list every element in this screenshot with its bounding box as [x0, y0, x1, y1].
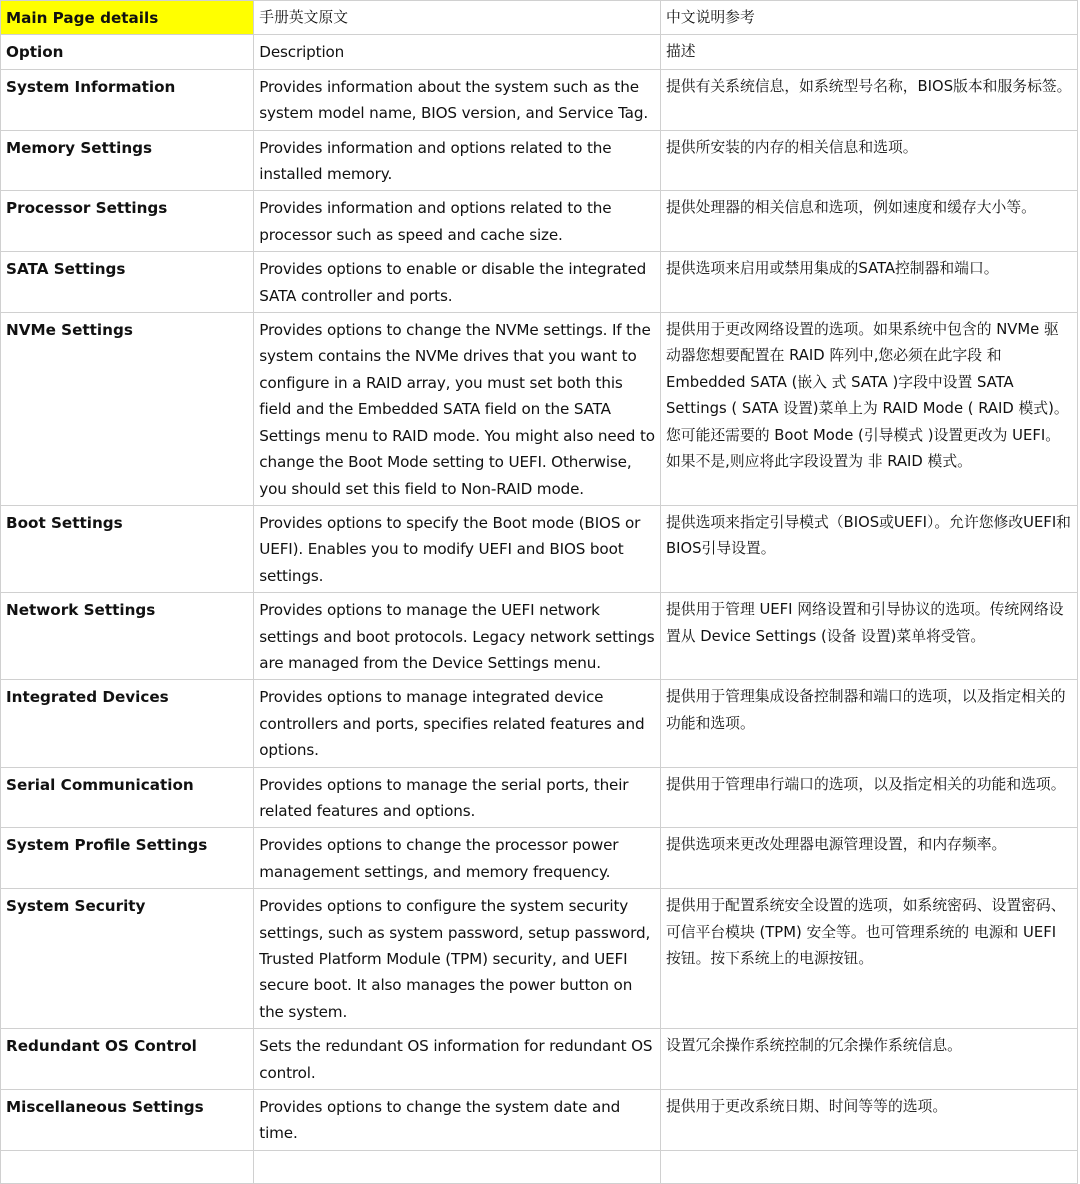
chinese-cell: 设置冗余操作系统控制的冗余操作系统信息。 [660, 1029, 1077, 1090]
description-cell: Provides options to change the NVMe settings. If the system contains the NVMe drives that you want to configure in a RAID array, you must set both this field and the Embedded SATA field on the SATA Settings menu to RAID mode. You might also need to change the Boot Mode setting to UEFI. Otherwise, you should set this field to Non-RAID mode. [254, 313, 661, 506]
chinese-cell: 提供处理器的相关信息和选项，例如速度和缓存大小等。 [660, 191, 1077, 252]
option-cell: Miscellaneous Settings [1, 1090, 254, 1151]
description-cell: Provides options to enable or disable the integrated SATA controller and ports. [254, 252, 661, 313]
empty-cell [1, 1150, 254, 1183]
option-cell: Memory Settings [1, 130, 254, 191]
description-cell: Provides options to manage the UEFI network settings and boot protocols. Legacy network settings are managed from the Device Settings menu. [254, 593, 661, 680]
option-cell: System Profile Settings [1, 828, 254, 889]
description-cell: Provides information and options related to the installed memory. [254, 130, 661, 191]
chinese-cell: 提供用于更改系统日期、时间等等的选项。 [660, 1090, 1077, 1151]
option-cell: System Information [1, 69, 254, 130]
description-cell: Description [254, 35, 661, 69]
chinese-cell: 提供用于配置系统安全设置的选项，如系统密码、设置密码、可信平台模块 (TPM) 安全等。也可管理系统的 电源和 UEFI 按钮。按下系统上的电源按钮。 [660, 889, 1077, 1029]
header-english-cell: 手册英文原文 [254, 1, 661, 35]
option-cell: Integrated Devices [1, 680, 254, 767]
header-option-cell: Main Page details [1, 1, 254, 35]
table-row [1, 680, 1078, 767]
option-cell: Processor Settings [1, 191, 254, 252]
option-cell: Serial Communication [1, 767, 254, 828]
chinese-cell: 提供选项来指定引导模式（BIOS或UEFI）。允许您修改UEFI和BIOS引导设置。 [660, 505, 1077, 592]
header-chinese-cell: 中文说明参考 [660, 1, 1077, 35]
table-row [1, 1029, 1078, 1090]
chinese-cell: 提供选项来更改处理器电源管理设置，和内存频率。 [660, 828, 1077, 889]
description-cell: Provides options to change the processor power management settings, and memory frequency. [254, 828, 661, 889]
header-row [1, 1, 1078, 35]
description-cell: Provides options to manage integrated device controllers and ports, specifies related features and options. [254, 680, 661, 767]
table-row [1, 505, 1078, 592]
table-row [1, 130, 1078, 191]
empty-cell [254, 1150, 661, 1183]
empty-row [1, 1150, 1078, 1183]
option-cell: NVMe Settings [1, 313, 254, 506]
table-row [1, 252, 1078, 313]
description-cell: Provides options to change the system date and time. [254, 1090, 661, 1151]
table-row [1, 593, 1078, 680]
description-cell: Provides options to manage the serial ports, their related features and options. [254, 767, 661, 828]
description-cell: Provides options to specify the Boot mode (BIOS or UEFI). Enables you to modify UEFI and BIOS boot settings. [254, 505, 661, 592]
table-row [1, 191, 1078, 252]
chinese-cell: 提供选项来启用或禁用集成的SATA控制器和端口。 [660, 252, 1077, 313]
option-cell: Redundant OS Control [1, 1029, 254, 1090]
option-cell: Option [1, 35, 254, 69]
table-row [1, 35, 1078, 69]
chinese-cell: 提供用于管理串行端口的选项，以及指定相关的功能和选项。 [660, 767, 1077, 828]
table-row [1, 889, 1078, 1029]
table-body [1, 1, 1078, 1184]
empty-cell [660, 1150, 1077, 1183]
chinese-cell: 提供所安装的内存的相关信息和选项。 [660, 130, 1077, 191]
description-cell: Sets the redundant OS information for redundant OS control. [254, 1029, 661, 1090]
chinese-cell: 提供用于管理集成设备控制器和端口的选项，以及指定相关的功能和选项。 [660, 680, 1077, 767]
description-cell: Provides information and options related to the processor such as speed and cache size. [254, 191, 661, 252]
table-row [1, 1090, 1078, 1151]
option-cell: Network Settings [1, 593, 254, 680]
table-row [1, 313, 1078, 506]
chinese-cell: 提供用于管理 UEFI 网络设置和引导协议的选项。传统网络设置从 Device Settings (设备 设置)菜单将受管。 [660, 593, 1077, 680]
option-cell: System Security [1, 889, 254, 1029]
chinese-cell: 提供有关系统信息，如系统型号名称，BIOS版本和服务标签。 [660, 69, 1077, 130]
option-cell: SATA Settings [1, 252, 254, 313]
description-cell: Provides options to configure the system security settings, such as system password, setup password, Trusted Platform Module (TPM) security, and UEFI secure boot. It also manages the power button on the system. [254, 889, 661, 1029]
option-cell: Boot Settings [1, 505, 254, 592]
chinese-cell: 提供用于更改网络设置的选项。如果系统中包含的 NVMe 驱动器您想要配置在 RAID 阵列中,您必须在此字段 和 Embedded SATA (嵌入 式 SATA )字段中设置 SATA Settings ( SATA 设置)菜单上为 RAID Mode ( RAID 模式)。您可能还需要的 Boot Mode (引导模式 )设置更改为 UEFI。如果不是,则应将此字段设置为 非 RAID 模式。 [660, 313, 1077, 506]
table-row [1, 767, 1078, 828]
chinese-cell: 描述 [660, 35, 1077, 69]
table-row [1, 828, 1078, 889]
table-row [1, 69, 1078, 130]
description-cell: Provides information about the system such as the system model name, BIOS version, and Service Tag. [254, 69, 661, 130]
